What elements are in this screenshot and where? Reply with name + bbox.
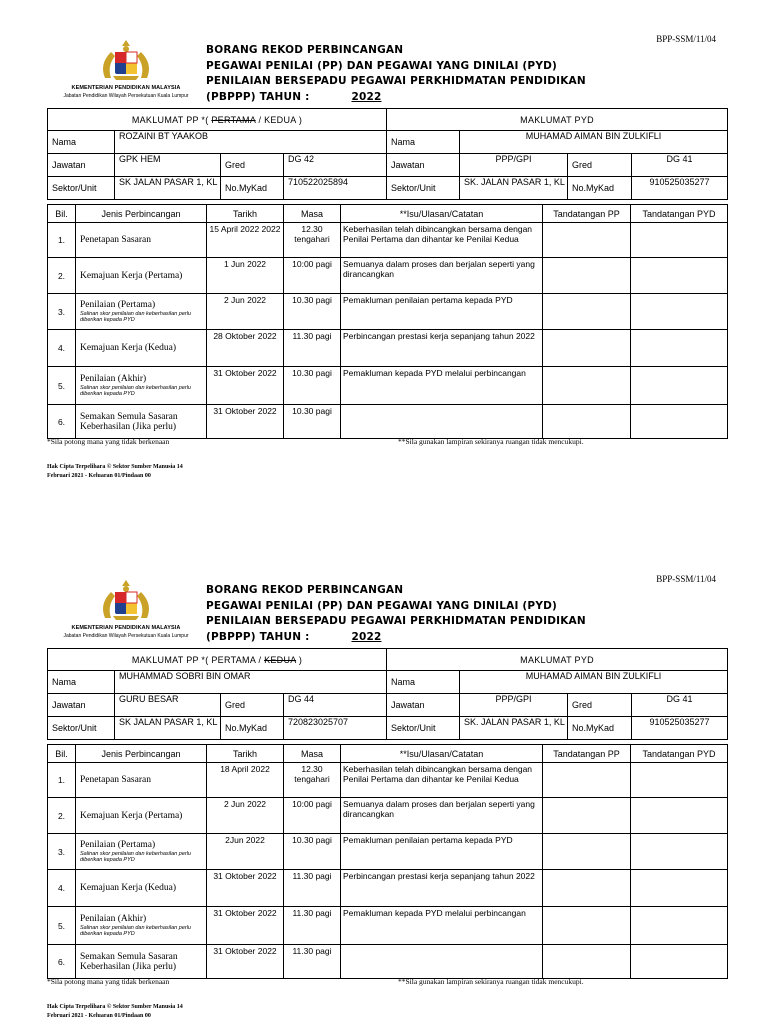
table-row: [48, 870, 728, 907]
pp-gred-value: DG 44: [284, 694, 387, 717]
signature-pyd-cell[interactable]: [631, 945, 728, 979]
discussion-table: [47, 204, 728, 439]
row-topic-name: Penilaian (Pertama): [80, 299, 156, 310]
form-code: BPP-SSM/11/04: [656, 574, 716, 584]
row-topic-note: Salinan skor penilaian dan keberhasilan perlu diberikan kepada PYD: [80, 384, 191, 397]
row-masa: 11.30 pagi: [284, 907, 341, 945]
copyright: [47, 463, 183, 481]
signature-pp-cell[interactable]: [543, 405, 631, 439]
row-isu: Keberhasilan telah dibincangkan bersama dengan Penilai Pertama dan dihantar ke Penilai Kedua: [341, 763, 543, 798]
pp-pertama: PERTAMA: [211, 654, 256, 665]
form-title: [206, 583, 586, 645]
pp-jawatan-label: Jawatan: [48, 154, 115, 177]
signature-pyd-cell[interactable]: [631, 330, 728, 367]
title-year: 2022: [351, 630, 382, 643]
footnote-right: **Sila gunakan lampiran sekiranya ruangan tidak mencukupi.: [398, 437, 584, 446]
pp-header: MAKLUMAT PP *( PERTAMA / KEDUA ): [48, 649, 387, 671]
signature-pyd-cell[interactable]: [631, 870, 728, 907]
row-bil: 4.: [48, 870, 76, 907]
title-line-4: (PBPPP) TAHUN :: [206, 90, 310, 103]
table-row: [48, 405, 728, 439]
officer-info-table: [47, 108, 728, 200]
pyd-gred-label: Gred: [568, 694, 632, 717]
table-row: [48, 945, 728, 979]
coat-of-arms-icon: [95, 38, 157, 84]
discussion-form-1: [0, 0, 768, 510]
pyd-jawatan-label: Jawatan: [387, 694, 460, 717]
pp-jawatan-value: GURU BESAR: [115, 694, 221, 717]
footnote-right: **Sila gunakan lampiran sekiranya ruangan tidak mencukupi.: [398, 977, 584, 986]
col-masa: Masa: [284, 205, 341, 223]
signature-pp-cell[interactable]: [543, 294, 631, 330]
pp-nama-value: MUHAMMAD SOBRI BIN OMAR: [115, 671, 387, 694]
pyd-header: MAKLUMAT PYD: [387, 649, 728, 671]
row-topic: [76, 367, 207, 405]
row-bil: 3.: [48, 294, 76, 330]
col-jenis: Jenis Perbincangan: [76, 205, 207, 223]
row-topic-name: Penilaian (Akhir): [80, 373, 147, 384]
row-tarikh: 28 Oktober 2022: [207, 330, 284, 367]
ministry-logo: [56, 578, 196, 639]
title-line-1: BORANG REKOD PERBINCANGAN: [206, 584, 404, 596]
row-tarikh: 18 April 2022: [207, 763, 284, 798]
table-row: [48, 798, 728, 834]
pyd-mykad-value: 910525035277: [632, 717, 728, 740]
title-line-2: PEGAWAI PENILAI (PP) DAN PEGAWAI YANG DINILAI (PYD): [206, 59, 558, 72]
signature-pp-cell[interactable]: [543, 945, 631, 979]
col-tt-pyd: Tandatangan PYD: [631, 205, 728, 223]
row-topic: Kemajuan Kerja (Kedua): [76, 870, 207, 907]
signature-pyd-cell[interactable]: [631, 258, 728, 294]
row-tarikh: 2 Jun 2022: [207, 798, 284, 834]
copyright-line-1: Hak Cipta Terpelihara © Sektor Sumber Manusia 14: [47, 464, 183, 470]
row-bil: 1.: [48, 223, 76, 258]
row-bil: 3.: [48, 834, 76, 870]
pp-sektor-value: SK JALAN PASAR 1, KL: [115, 177, 221, 200]
col-tarikh: Tarikh: [207, 205, 284, 223]
pp-nama-label: Nama: [48, 671, 115, 694]
pyd-header: MAKLUMAT PYD: [387, 109, 728, 131]
pp-kedua: KEDUA: [264, 114, 297, 125]
col-masa: Masa: [284, 745, 341, 763]
row-masa: 11.30 pagi: [284, 945, 341, 979]
row-bil: 5.: [48, 907, 76, 945]
signature-pp-cell[interactable]: [543, 763, 631, 798]
row-topic-note: Salinan skor penilaian dan keberhasilan perlu diberikan kepada PYD: [80, 310, 191, 323]
pp-header: MAKLUMAT PP *( PERTAMA / KEDUA ): [48, 109, 387, 131]
table-row: [48, 258, 728, 294]
row-masa: 12.30 tengahari: [284, 223, 341, 258]
row-isu: [341, 405, 543, 439]
pyd-nama-label: Nama: [387, 131, 460, 154]
department-name: Jabatan Pendidikan Wilayah Persekutuan Kuala Lumpur: [63, 93, 189, 99]
signature-pyd-cell[interactable]: [631, 763, 728, 798]
col-tarikh: Tarikh: [207, 745, 284, 763]
pp-nama-label: Nama: [48, 131, 115, 154]
row-masa: 10.30 pagi: [284, 834, 341, 870]
footnote-left: *Sila potong mana yang tidak berkenaan: [47, 437, 170, 446]
signature-pyd-cell[interactable]: [631, 223, 728, 258]
row-tarikh: 2 Jun 2022: [207, 294, 284, 330]
signature-pyd-cell[interactable]: [631, 367, 728, 405]
pyd-sektor-label: Sektor/Unit: [387, 177, 460, 200]
pp-mykad-value: 720823025707: [284, 717, 387, 740]
row-topic: Semakan Semula Sasaran Keberhasilan (Jika perlu): [76, 405, 207, 439]
row-masa: 10:00 pagi: [284, 258, 341, 294]
pp-nama-value: ROZAINI BT YAAKOB: [115, 131, 387, 154]
signature-pp-cell[interactable]: [543, 870, 631, 907]
pyd-mykad-value: 910525035277: [632, 177, 728, 200]
row-tarikh: 31 Oktober 2022: [207, 405, 284, 439]
row-topic: Kemajuan Kerja (Pertama): [76, 258, 207, 294]
table-row: [48, 367, 728, 405]
pp-jawatan-value: GPK HEM: [115, 154, 221, 177]
row-isu: Keberhasilan telah dibincangkan bersama dengan Penilai Pertama dan dihantar ke Penilai Kedua: [341, 223, 543, 258]
signature-pp-cell[interactable]: [543, 367, 631, 405]
col-bil: Bil.: [48, 745, 76, 763]
row-isu: Semuanya dalam proses dan berjalan seperti yang dirancangkan: [341, 798, 543, 834]
table-row: [48, 834, 728, 870]
signature-pp-cell[interactable]: [543, 223, 631, 258]
copyright-line-1: Hak Cipta Terpelihara © Sektor Sumber Manusia 14: [47, 1004, 183, 1010]
row-masa: 10.30 pagi: [284, 294, 341, 330]
col-tt-pp: Tandatangan PP: [543, 205, 631, 223]
row-masa: 10:00 pagi: [284, 798, 341, 834]
signature-pyd-cell[interactable]: [631, 798, 728, 834]
row-masa: 11.30 pagi: [284, 330, 341, 367]
row-topic-note: Salinan skor penilaian dan keberhasilan perlu diberikan kepada PYD: [80, 924, 191, 937]
row-isu: Pemakluman penilaian pertama kepada PYD: [341, 834, 543, 870]
pyd-gred-value: DG 41: [632, 154, 728, 177]
ministry-logo: [56, 38, 196, 99]
form-code: BPP-SSM/11/04: [656, 34, 716, 44]
pp-mykad-value: 710522025894: [284, 177, 387, 200]
title-line-2: PEGAWAI PENILAI (PP) DAN PEGAWAI YANG DINILAI (PYD): [206, 599, 558, 612]
row-tarikh: 31 Oktober 2022: [207, 907, 284, 945]
pp-jawatan-label: Jawatan: [48, 694, 115, 717]
row-topic-note: Salinan skor penilaian dan keberhasilan perlu diberikan kepada PYD: [80, 850, 191, 863]
row-isu: Perbincangan prestasi kerja sepanjang tahun 2022: [341, 870, 543, 907]
row-bil: 2.: [48, 258, 76, 294]
row-masa: 10.30 pagi: [284, 405, 341, 439]
signature-pp-cell[interactable]: [543, 258, 631, 294]
pyd-sektor-value: SK. JALAN PASAR 1, KL: [460, 717, 568, 740]
pyd-gred-label: Gred: [568, 154, 632, 177]
pyd-nama-value: MUHAMAD AIMAN BIN ZULKIFLI: [460, 671, 728, 694]
row-topic: Semakan Semula Sasaran Keberhasilan (Jika perlu): [76, 945, 207, 979]
row-isu: Pemakluman kepada PYD melalui perbincangan: [341, 367, 543, 405]
col-tt-pyd: Tandatangan PYD: [631, 745, 728, 763]
pp-sektor-label: Sektor/Unit: [48, 717, 115, 740]
row-topic: Penetapan Sasaran: [76, 763, 207, 798]
signature-pyd-cell[interactable]: [631, 405, 728, 439]
row-topic: [76, 907, 207, 945]
row-isu: Pemakluman kepada PYD melalui perbincangan: [341, 907, 543, 945]
coat-of-arms-icon: [95, 578, 157, 624]
row-topic: [76, 294, 207, 330]
pyd-jawatan-label: Jawatan: [387, 154, 460, 177]
signature-pyd-cell[interactable]: [631, 294, 728, 330]
discussion-table: [47, 744, 728, 979]
copyright-line-2: Februari 2021 - Keluaran 01/Pindaan 00: [47, 473, 151, 479]
title-line-1: BORANG REKOD PERBINCANGAN: [206, 44, 404, 56]
copyright: [47, 1003, 183, 1021]
pp-pertama-struck: PERTAMA: [211, 114, 256, 125]
officer-info-table: [47, 648, 728, 740]
row-masa: 12.30 tengahari: [284, 763, 341, 798]
row-tarikh: 31 Oktober 2022: [207, 945, 284, 979]
row-bil: 1.: [48, 763, 76, 798]
col-isu: **Isu/Ulasan/Catatan: [341, 745, 543, 763]
signature-pyd-cell[interactable]: [631, 834, 728, 870]
row-masa: 10.30 pagi: [284, 367, 341, 405]
signature-pyd-cell[interactable]: [631, 907, 728, 945]
row-topic: Kemajuan Kerja (Kedua): [76, 330, 207, 367]
col-tt-pp: Tandatangan PP: [543, 745, 631, 763]
ministry-name: KEMENTERIAN PENDIDIKAN MALAYSIA: [71, 625, 181, 631]
row-topic-name: Penilaian (Akhir): [80, 913, 147, 924]
table-row: [48, 294, 728, 330]
row-topic: [76, 834, 207, 870]
row-bil: 4.: [48, 330, 76, 367]
pyd-sektor-value: SK. JALAN PASAR 1, KL: [460, 177, 568, 200]
row-topic: Kemajuan Kerja (Pertama): [76, 798, 207, 834]
col-jenis: Jenis Perbincangan: [76, 745, 207, 763]
pp-gred-label: Gred: [221, 154, 284, 177]
copyright-line-2: Februari 2021 - Keluaran 01/Pindaan 00: [47, 1013, 151, 1019]
title-line-3: PENILAIAN BERSEPADU PEGAWAI PERKHIDMATAN PENDIDIKAN: [206, 75, 586, 87]
row-isu: Semuanya dalam proses dan berjalan seperti yang dirancangkan: [341, 258, 543, 294]
title-line-3: PENILAIAN BERSEPADU PEGAWAI PERKHIDMATAN PENDIDIKAN: [206, 615, 586, 627]
pyd-jawatan-value: PPP/GPI: [460, 154, 568, 177]
table-row: [48, 223, 728, 258]
row-tarikh: 1 Jun 2022: [207, 258, 284, 294]
ministry-name: KEMENTERIAN PENDIDIKAN MALAYSIA: [71, 85, 181, 91]
pp-sektor-value: SK JALAN PASAR 1, KL: [115, 717, 221, 740]
row-isu: [341, 945, 543, 979]
pp-gred-label: Gred: [221, 694, 284, 717]
pyd-nama-label: Nama: [387, 671, 460, 694]
signature-pp-cell[interactable]: [543, 907, 631, 945]
col-isu: **Isu/Ulasan/Catatan: [341, 205, 543, 223]
row-tarikh: 31 Oktober 2022: [207, 367, 284, 405]
signature-pp-cell[interactable]: [543, 798, 631, 834]
row-tarikh: 2Jun 2022: [207, 834, 284, 870]
department-name: Jabatan Pendidikan Wilayah Persekutuan Kuala Lumpur: [63, 633, 189, 639]
title-line-4: (PBPPP) TAHUN :: [206, 630, 310, 643]
pp-gred-value: DG 42: [284, 154, 387, 177]
pp-kedua-struck: KEDUA: [264, 654, 297, 665]
pp-sektor-label: Sektor/Unit: [48, 177, 115, 200]
pyd-mykad-label: No.MyKad: [568, 717, 632, 740]
pyd-sektor-label: Sektor/Unit: [387, 717, 460, 740]
row-topic: Penetapan Sasaran: [76, 223, 207, 258]
pyd-nama-value: MUHAMAD AIMAN BIN ZULKIFLI: [460, 131, 728, 154]
row-bil: 2.: [48, 798, 76, 834]
discussion-form-2: [0, 540, 768, 1024]
row-topic-name: Penilaian (Pertama): [80, 839, 156, 850]
pyd-jawatan-value: PPP/GPI: [460, 694, 568, 717]
footnote-left: *Sila potong mana yang tidak berkenaan: [47, 977, 170, 986]
row-isu: Pemakluman penilaian pertama kepada PYD: [341, 294, 543, 330]
signature-pp-cell[interactable]: [543, 330, 631, 367]
row-isu: Perbincangan prestasi kerja sepanjang tahun 2022: [341, 330, 543, 367]
table-row: [48, 763, 728, 798]
col-bil: Bil.: [48, 205, 76, 223]
pyd-gred-value: DG 41: [632, 694, 728, 717]
signature-pp-cell[interactable]: [543, 834, 631, 870]
title-year: 2022: [351, 90, 382, 103]
row-bil: 6.: [48, 405, 76, 439]
row-masa: 11.30 pagi: [284, 870, 341, 907]
pp-mykad-label: No.MyKad: [221, 177, 284, 200]
pp-mykad-label: No.MyKad: [221, 717, 284, 740]
table-row: [48, 330, 728, 367]
row-bil: 6.: [48, 945, 76, 979]
form-title: [206, 43, 586, 105]
row-tarikh: 31 Oktober 2022: [207, 870, 284, 907]
row-tarikh: 15 April 2022 2022: [207, 223, 284, 258]
row-bil: 5.: [48, 367, 76, 405]
pyd-mykad-label: No.MyKad: [568, 177, 632, 200]
table-row: [48, 907, 728, 945]
